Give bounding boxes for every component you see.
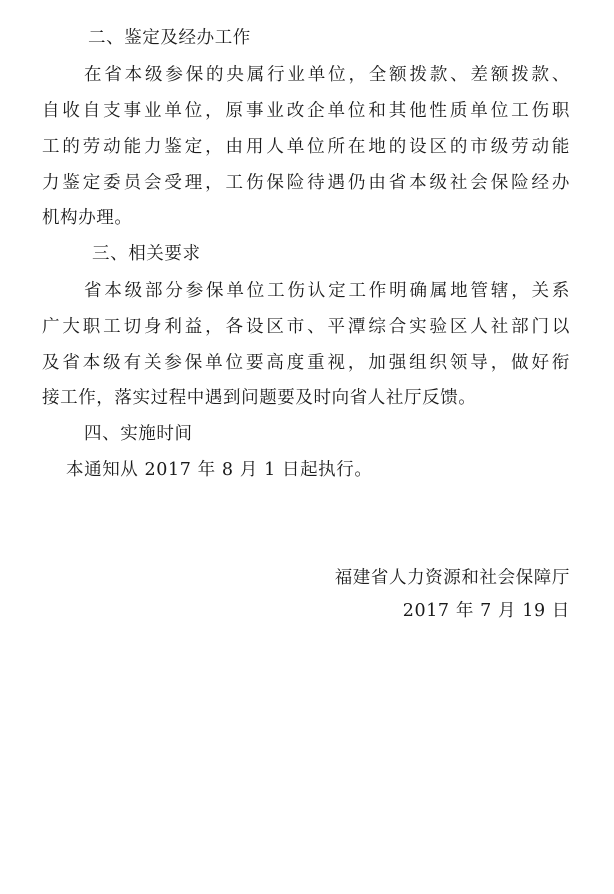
section3-line-2: 广大职工切身利益，各设区市、平潭综合实验区人社部门以	[42, 317, 570, 337]
section2-line-1: 在省本级参保的央属行业单位，全额拨款、差额拨款、	[84, 65, 570, 85]
section3-line-1: 省本级部分参保单位工伤认定工作明确属地管辖，关系	[84, 281, 570, 301]
section-heading-3: 三、相关要求	[92, 244, 201, 264]
section3-line-3: 及省本级有关参保单位要高度重视，加强组织领导，做好衔	[42, 353, 570, 373]
section2-line-3: 工的劳动能力鉴定，由用人单位所在地的设区的市级劳动能	[42, 137, 570, 157]
section-heading-2: 二、鉴定及经办工作	[88, 28, 251, 48]
signature-date: 2017 年 7 月 19 日	[402, 601, 570, 621]
section3-line-4: 接工作，落实过程中遇到问题要及时向省人社厅反馈。	[42, 388, 477, 408]
signature-organization: 福建省人力资源和社会保障厅	[334, 568, 570, 588]
section2-line-4: 力鉴定委员会受理，工伤保险待遇仍由省本级社会保险经办	[42, 173, 570, 193]
section2-line-2: 自收自支事业单位，原事业改企单位和其他性质单位工伤职	[42, 101, 570, 121]
section2-line-5: 机构办理。	[42, 208, 133, 228]
section-heading-4: 四、实施时间	[84, 424, 193, 444]
section4-line-1: 本通知从 2017 年 8 月 1 日起执行。	[66, 460, 373, 480]
